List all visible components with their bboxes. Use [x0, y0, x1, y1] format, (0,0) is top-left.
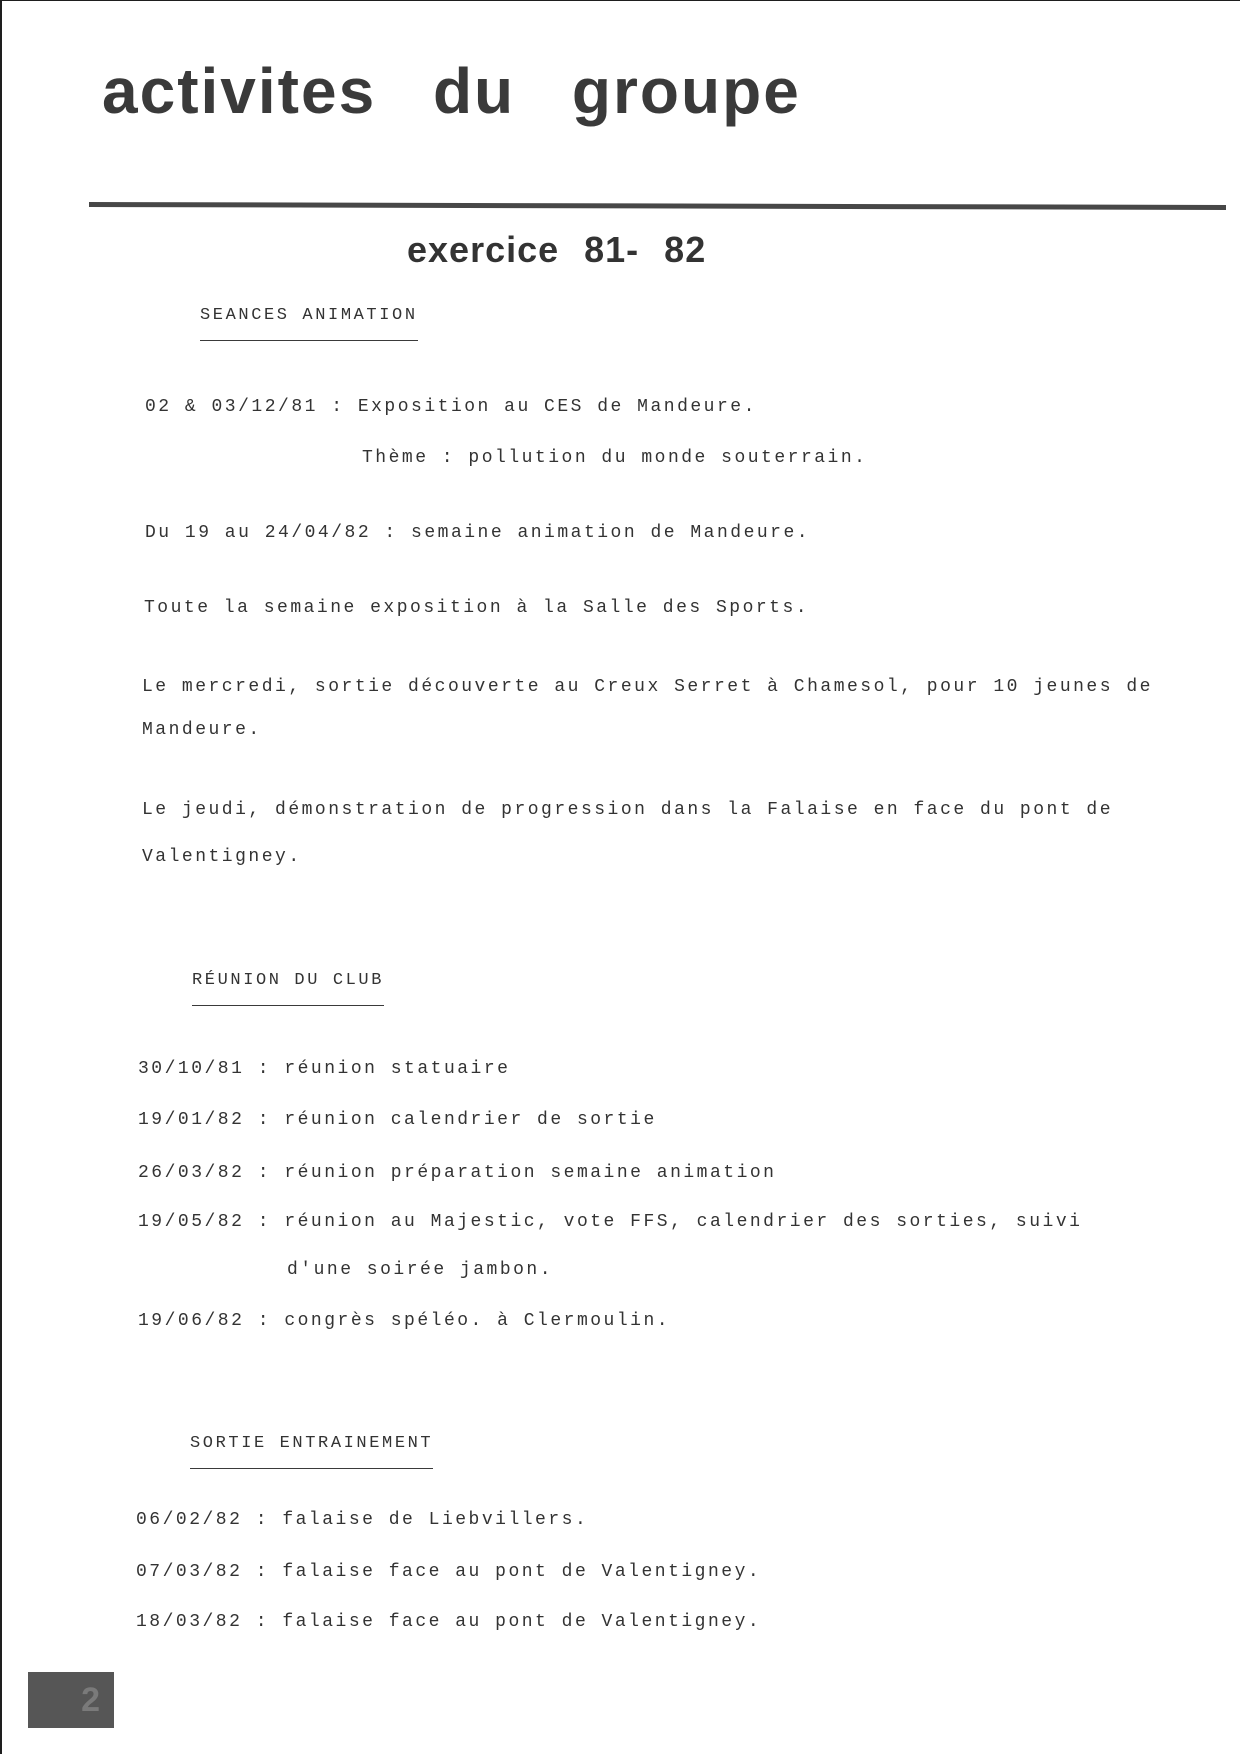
- text-line: 26/03/82 : réunion préparation semaine animation: [138, 1163, 777, 1183]
- text-line: 18/03/82 : falaise face au pont de Valentigney.: [136, 1612, 762, 1632]
- text-line: Thème : pollution du monde souterrain.: [362, 448, 868, 468]
- section-heading-sortie-entrainement: [190, 1432, 433, 1469]
- page-title: activites du groupe: [102, 55, 801, 127]
- text-line: 07/03/82 : falaise face au pont de Valentigney.: [136, 1562, 762, 1582]
- text-line: Le mercredi, sortie découverte au Creux Serret à Chamesol, pour 10 jeunes de: [142, 677, 1153, 697]
- text-line: 02 & 03/12/81 : Exposition au CES de Mandeure.: [145, 397, 757, 417]
- text-line: Du 19 au 24/04/82 : semaine animation de Mandeure.: [145, 523, 811, 543]
- text-line: 19/05/82 : réunion au Majestic, vote FFS, calendrier des sorties, suivi: [138, 1212, 1083, 1232]
- text-line: 19/01/82 : réunion calendrier de sortie: [138, 1110, 657, 1130]
- text-line: 19/06/82 : congrès spéléo. à Clermoulin.: [138, 1311, 671, 1331]
- text-line: 06/02/82 : falaise de Liebvillers.: [136, 1510, 589, 1530]
- text-line: d'une soirée jambon.: [287, 1260, 554, 1280]
- section-heading-label: SORTIE ENTRAINEMENT: [190, 1433, 433, 1469]
- text-line: 30/10/81 : réunion statuaire: [138, 1059, 511, 1079]
- section-heading-reunion-du-club: [192, 969, 384, 1006]
- page-number-badge: 2: [28, 1672, 114, 1728]
- text-line: Valentigney.: [142, 847, 302, 867]
- section-heading-label: RÉUNION DU CLUB: [192, 970, 384, 1006]
- text-line: Mandeure.: [142, 720, 262, 740]
- text-line: Le jeudi, démonstration de progression dans la Falaise en face du pont de: [142, 800, 1114, 820]
- section-heading-seances-animation: [200, 304, 418, 341]
- text-line: Toute la semaine exposition à la Salle des Sports.: [144, 598, 810, 618]
- section-heading-label: SEANCES ANIMATION: [200, 305, 418, 341]
- page-subtitle: exercice 81- 82: [407, 229, 707, 270]
- title-divider: [89, 202, 1226, 210]
